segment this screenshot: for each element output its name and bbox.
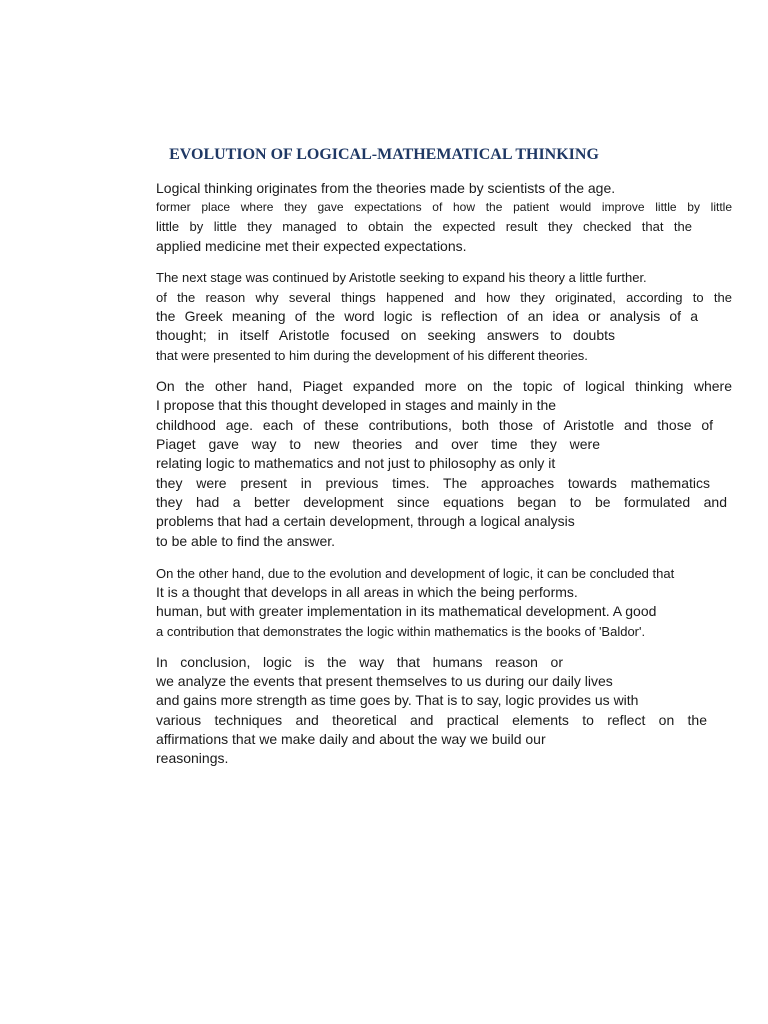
text-line: human, but with greater implementation in its mathematical development. A good bbox=[156, 603, 657, 619]
text-line: affirmations that we make daily and about the way we build our bbox=[156, 731, 546, 747]
text-line: various techniques and theoretical and practical elements to reflect on the bbox=[156, 712, 707, 728]
text-line: of the reason why several things happened and how they originated, according to the bbox=[156, 290, 732, 305]
text-line: we analyze the events that present themselves to us during our daily lives bbox=[156, 673, 613, 689]
text-line: I propose that this thought developed in stages and mainly in the bbox=[156, 397, 557, 413]
text-line: to be able to find the answer. bbox=[156, 533, 336, 549]
text-line: the Greek meaning of the word logic is reflection of an idea or analysis of a bbox=[156, 308, 698, 324]
text-line: a contribution that demonstrates the logic within mathematics is the books of 'Baldor'. bbox=[156, 624, 646, 639]
text-line: they were present in previous times. The approaches towards mathematics bbox=[156, 475, 710, 491]
text-line: childhood age. each of these contributions, both those of Aristotle and those of bbox=[156, 417, 713, 433]
text-line: little by little they managed to obtain the expected result they checked that the bbox=[156, 219, 692, 234]
text-line: thought; in itself Aristotle focused on seeking answers to doubts bbox=[156, 327, 615, 343]
text-line: In conclusion, logic is the way that humans reason or bbox=[156, 654, 563, 670]
document-title: EVOLUTION OF LOGICAL-MATHEMATICAL THINKING bbox=[169, 146, 599, 163]
text-line: applied medicine met their expected expectations. bbox=[156, 238, 467, 254]
text-line: they had a better development since equations began to be formulated and bbox=[156, 494, 727, 510]
text-line: The next stage was continued by Aristotle seeking to expand his theory a little further. bbox=[156, 270, 647, 285]
text-line: On the other hand, Piaget expanded more on the topic of logical thinking where bbox=[156, 378, 732, 394]
text-line: relating logic to mathematics and not just to philosophy as only it bbox=[156, 455, 556, 471]
text-line: Logical thinking originates from the theories made by scientists of the age. bbox=[156, 180, 616, 196]
text-line: reasonings. bbox=[156, 750, 229, 766]
text-line: problems that had a certain development, through a logical analysis bbox=[156, 513, 575, 529]
text-line: On the other hand, due to the evolution and development of logic, it can be concluded that bbox=[156, 566, 675, 581]
text-line: that were presented to him during the development of his different theories. bbox=[156, 348, 588, 363]
text-line: former place where they gave expectations of how the patient would improve little by little bbox=[156, 200, 732, 214]
text-line: and gains more strength as time goes by. That is to say, logic provides us with bbox=[156, 692, 639, 708]
text-line: It is a thought that develops in all areas in which the being performs. bbox=[156, 584, 578, 600]
text-line: Piaget gave way to new theories and over time they were bbox=[156, 436, 600, 452]
